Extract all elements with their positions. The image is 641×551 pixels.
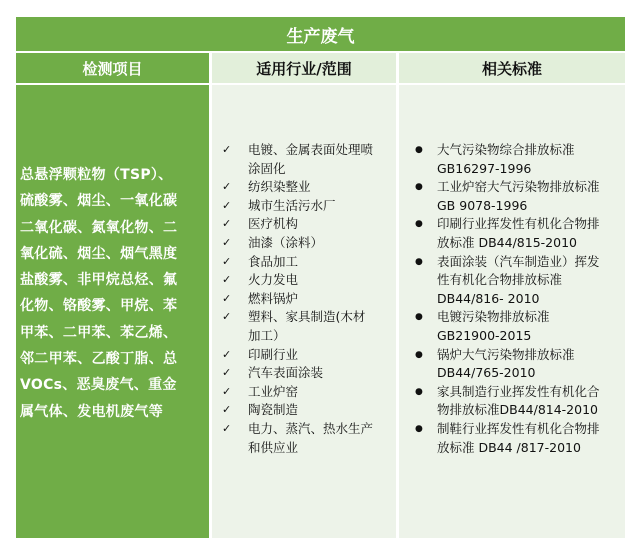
industry-item [212, 346, 396, 365]
waste-gas-table [16, 17, 625, 538]
check-icon: ✓ [222, 291, 232, 305]
standard-item-text: DB44/765-2010 [437, 365, 536, 381]
standard-item [399, 420, 625, 457]
industry-item-text: 涂固化 [248, 160, 286, 176]
industry-item [212, 271, 396, 290]
test-items-line: 属气体、发电机废气等 [20, 403, 163, 420]
check-icon: ✓ [222, 384, 232, 398]
industry-item [212, 290, 396, 309]
check-icon: ✓ [222, 198, 232, 212]
industry-item [212, 401, 396, 420]
test-items-line: 总悬浮颗粒物（TSP）、 [20, 167, 173, 183]
test-items-line: 二氧化碳、氮氧化物、二 [20, 219, 178, 236]
industry-item-text: 陶瓷制造 [248, 402, 299, 418]
check-icon: ✓ [222, 235, 232, 249]
standard-item [399, 308, 625, 345]
table-title: 生产废气 [16, 17, 625, 51]
test-items-cell [16, 85, 209, 538]
check-icon: ✓ [222, 180, 232, 194]
industry-item-text: 工业炉窑 [248, 383, 299, 399]
industry-item [212, 141, 396, 178]
industry-item-text: 火力发电 [248, 272, 299, 288]
test-items-line: 化物、铬酸雾、甲烷、苯 [20, 298, 178, 315]
industry-item-text: 城市生活污水厂 [248, 197, 336, 213]
test-items-line: VOCs、恶臭废气、重金 [20, 377, 177, 394]
bullet-icon: ● [415, 312, 423, 323]
standard-item-text: 放标准 DB44/815-2010 [437, 234, 577, 250]
industry-item-text: 医疗机构 [248, 216, 299, 232]
check-icon: ✓ [222, 347, 232, 361]
industry-item-text: 油漆（涂料） [248, 234, 324, 250]
standard-item-text: 电镀污染物排放标准 [437, 309, 550, 325]
standard-item-text: GB21900-2015 [437, 327, 532, 343]
industry-item-text: 加工） [248, 327, 286, 343]
industry-item-text: 和供应业 [248, 439, 299, 455]
bullet-icon: ● [415, 219, 423, 230]
check-icon: ✓ [222, 273, 232, 287]
standard-item-text: 锅炉大气污染物排放标准 [437, 346, 575, 362]
standard-item-text: 物排放标准DB44/814-2010 [437, 402, 598, 418]
test-items-line: 邻二甲苯、乙酸丁脂、总 [20, 351, 178, 368]
header-standards: 相关标准 [399, 53, 625, 83]
standard-item-text: 工业炉窑大气污染物排放标准 [437, 179, 600, 195]
standard-item-text: 家具制造行业挥发性有机化合 [437, 383, 600, 399]
standard-item [399, 215, 625, 252]
check-icon: ✓ [222, 366, 232, 380]
industry-item [212, 383, 396, 402]
standard-item [399, 383, 625, 420]
test-items-line: 盐酸雾、非甲烷总烃、氟 [20, 272, 178, 289]
check-icon: ✓ [222, 403, 232, 417]
test-items-line: 硫酸雾、烟尘、一氧化碳 [20, 193, 178, 210]
check-icon: ✓ [222, 421, 232, 435]
industry-item-text: 燃料锅炉 [248, 290, 299, 306]
bullet-icon: ● [415, 145, 423, 155]
standard-item-text: 印刷行业挥发性有机化合物排 [437, 216, 600, 232]
header-test-items: 检测项目 [16, 53, 209, 83]
industry-item-text: 汽车表面涂装 [248, 365, 324, 381]
standard-item-text: 大气污染物综合排放标准 [437, 142, 575, 157]
industry-item [212, 253, 396, 272]
industry-item [212, 420, 396, 457]
standard-item [399, 178, 625, 215]
test-items-line: 氧化硫、烟尘、烟气黑度 [20, 245, 178, 262]
check-icon: ✓ [222, 310, 232, 324]
test-items-line: 甲苯、二甲苯、苯乙烯、 [20, 324, 178, 341]
check-icon: ✓ [222, 254, 232, 268]
industry-item-text: 纺织染整业 [248, 179, 311, 195]
standard-item-text: GB16297-1996 [437, 160, 532, 176]
check-icon: ✓ [222, 217, 232, 231]
bullet-icon: ● [415, 349, 423, 360]
bullet-icon: ● [415, 386, 423, 397]
bullet-icon: ● [415, 423, 423, 434]
bullet-icon: ● [415, 182, 423, 193]
standard-item-text: DB44/816- 2010 [437, 290, 540, 306]
industry-item [212, 234, 396, 253]
industry-item [212, 178, 396, 197]
industry-item-text: 印刷行业 [248, 346, 299, 362]
standard-item [399, 253, 625, 309]
header-industries: 适用行业/范围 [212, 53, 396, 83]
industry-item [212, 215, 396, 234]
standards-list [399, 85, 625, 538]
standard-item-text: 放标准 DB44 /817-2010 [437, 439, 581, 455]
industry-item [212, 308, 396, 345]
standard-item-text: 表面涂装（汽车制造业）挥发 [437, 253, 600, 269]
industry-item-text: 电镀、金属表面处理喷 [248, 142, 374, 157]
industry-item-text: 塑料、家具制造(木材 [248, 309, 366, 325]
industry-item [212, 197, 396, 216]
standard-item [399, 346, 625, 383]
check-icon: ✓ [222, 143, 232, 156]
bullet-icon: ● [415, 256, 423, 267]
industries-list [212, 85, 396, 538]
standard-item-text: GB 9078-1996 [437, 197, 528, 213]
standard-item [399, 141, 625, 178]
industry-item-text: 电力、蒸汽、热水生产 [248, 420, 374, 436]
standard-item-text: 性有机化合物排放标准 [437, 272, 563, 288]
industry-item-text: 食品加工 [248, 253, 299, 269]
industry-item [212, 364, 396, 383]
standard-item-text: 制鞋行业挥发性有机化合物排 [437, 420, 600, 436]
